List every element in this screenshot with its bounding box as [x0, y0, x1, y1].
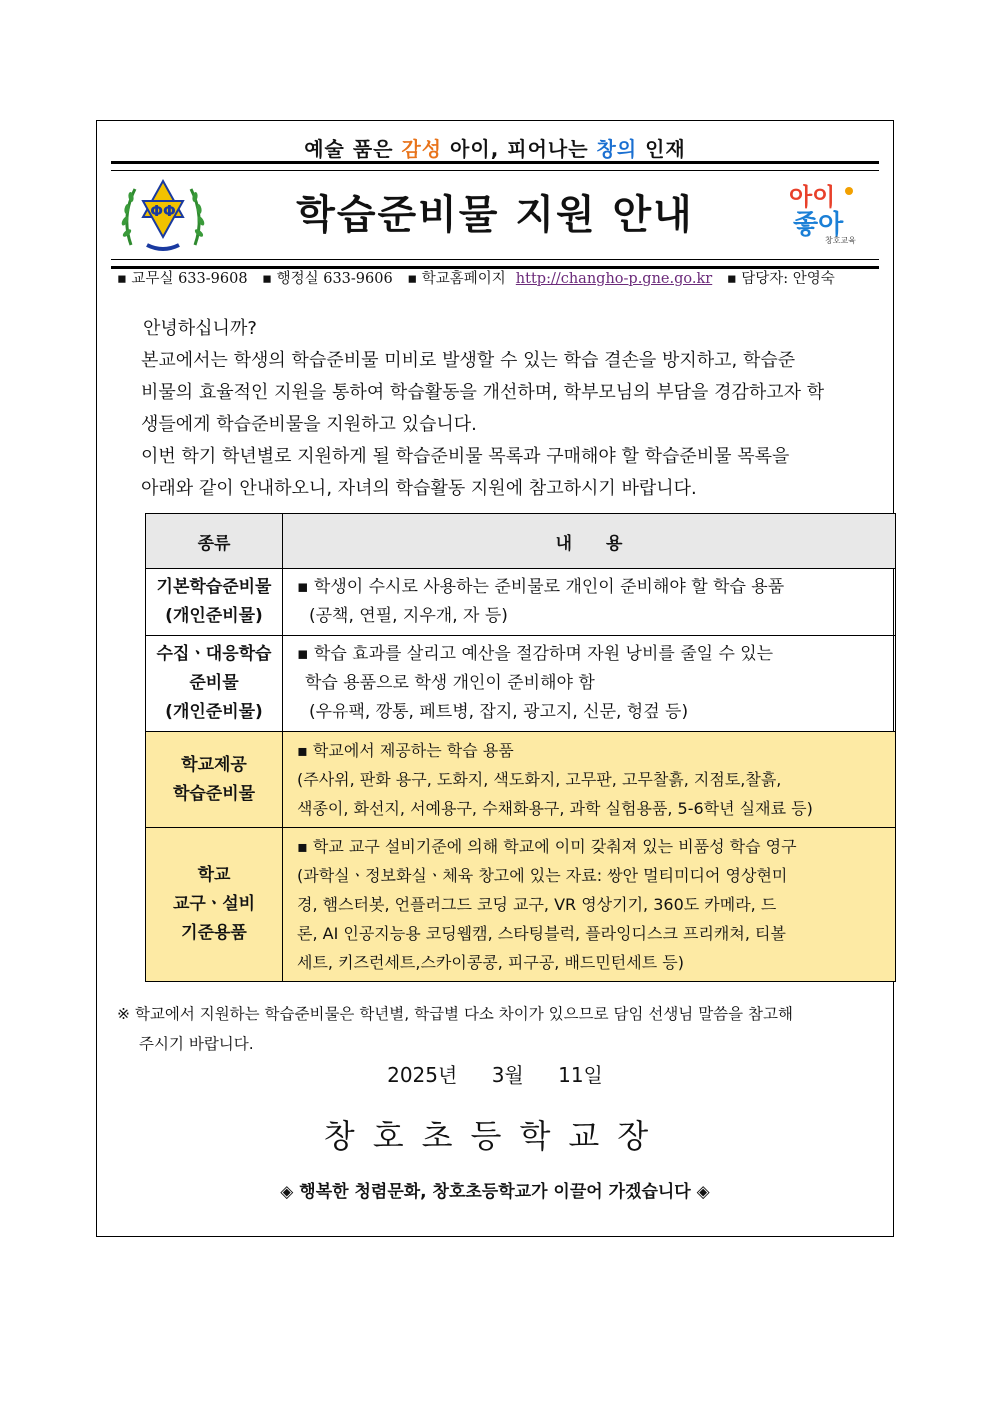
row-kind [146, 828, 283, 982]
greeting: 안녕하십니까? [143, 318, 257, 339]
kind-line: (개인준비물) [165, 606, 263, 626]
notice-line: ※ 학교에서 지원하는 학습준비물은 학년별, 학급별 다소 차이가 있으므로 담임 선생님 말씀을 참고해 [117, 1005, 793, 1023]
row-content [283, 732, 896, 828]
logo-line-2: 좋아 [793, 210, 844, 240]
content-line: ▪ 학교 교구 설비기준에 의해 학교에 이미 갖춰져 있는 비품성 학습 영구 [297, 837, 797, 856]
emblem-letters: ΦΦ [150, 202, 176, 220]
content-line: 론, AI 인공지능용 코딩웹캠, 스타팅블럭, 플라잉디스크 프리캐쳐, 티볼 [297, 924, 786, 943]
slogan-part: 예술 품은 [304, 137, 402, 161]
table-row [146, 636, 896, 732]
homepage-label: ▪ 학교홈페이지 [407, 271, 506, 287]
content-line: 색종이, 화선지, 서예용구, 수채화용구, 과학 실험용품, 5-6학년 실재료 등) [297, 799, 813, 818]
intro-text [141, 313, 861, 505]
content-line: (공책, 연필, 지우개, 자 등) [309, 606, 508, 626]
school-slogan [97, 133, 893, 162]
date-year: 2025년 [387, 1063, 458, 1087]
logo-line-1: 아이 [789, 183, 836, 211]
homepage-link[interactable]: http://changho-p.gne.go.kr [515, 271, 713, 287]
slogan-creativity: 창의 [596, 137, 638, 161]
teacher-room-phone: ▪ 교무실 633-9608 [117, 271, 248, 287]
kind-line: 준비물 [189, 673, 239, 693]
notice [117, 999, 881, 1059]
intro-line: 본교에서는 학생의 학습준비물 미비로 발생할 수 있는 학습 결손을 방지하고, 학습준 [141, 350, 796, 371]
header-kind: 종류 [146, 514, 283, 569]
header-content: 내 용 [283, 514, 896, 569]
content-line: ▪ 학교에서 제공하는 학습 용품 [297, 741, 514, 760]
intro-line: 비물의 효율적인 지원을 통하여 학습활동을 개선하며, 학부모님의 부담을 경감하고자 학 [141, 382, 825, 403]
date-day: 11일 [558, 1063, 603, 1087]
table-row [146, 732, 896, 828]
content-line: (과학실ㆍ정보화실ㆍ체육 창고에 있는 자료: 쌍안 멀티미디어 영상현미 [297, 866, 788, 885]
content-line: ▪ 학습 효과를 살리고 예산을 절감하며 자원 낭비를 줄일 수 있는 [297, 644, 774, 664]
contact-bar [117, 267, 879, 288]
slogan-part: 인재 [637, 137, 686, 161]
table-row [146, 828, 896, 982]
row-kind [146, 569, 283, 636]
content-line: 세트, 키즈런세트,스카이콩콩, 피구공, 배드민턴세트 등) [297, 953, 684, 972]
row-content [283, 636, 896, 732]
table-row [146, 569, 896, 636]
school-motto: ◈ 행복한 청렴문화, 창호초등학교가 이끌어 가겠습니다 ◈ [280, 1182, 710, 1202]
row-content [283, 828, 896, 982]
content-line: 학습 용품으로 학생 개인이 준비해야 함 [305, 673, 595, 693]
intro-line: 이번 학기 학년별로 지원하게 될 학습준비물 목록과 구매해야 할 학습준비물 목록을 [141, 446, 790, 467]
slogan-part: 아이, 피어나는 [442, 137, 597, 161]
manager-name: ▪ 담당자: 안영숙 [726, 271, 835, 287]
row-content [283, 569, 896, 636]
intro-line: 아래와 같이 안내하오니, 자녀의 학습활동 지원에 참고하시기 바랍니다. [141, 478, 697, 499]
row-kind [146, 732, 283, 828]
issue-date [97, 1059, 893, 1088]
header-rule-top [111, 161, 879, 171]
content-line: (주사위, 판화 용구, 도화지, 색도화지, 고무판, 고무찰흙, 지점토,찰흙, [297, 770, 782, 789]
intro-line: 생들에게 학습준비물을 지원하고 있습니다. [141, 414, 477, 435]
row-kind [146, 636, 283, 732]
admin-room-phone: ▪ 행정실 633-9606 [262, 271, 393, 287]
content-line: 경, 햄스터봇, 언플러그드 코딩 교구, VR 영상기기, 360도 카메라, 드 [297, 895, 777, 914]
logo-subtitle: 창호교육 [825, 236, 856, 245]
aijoa-logo-icon [785, 177, 869, 247]
table-header-row [146, 514, 896, 569]
kind-line: 학습준비물 [172, 783, 256, 804]
kind-line: 학교 [197, 865, 231, 885]
kind-line: 교구ㆍ설비 [172, 894, 256, 914]
supplies-table [145, 513, 896, 982]
date-month: 3월 [491, 1063, 524, 1087]
notice-line: 주시기 바랍니다. [139, 1035, 254, 1053]
content-line: (우유팩, 깡통, 페트병, 잡지, 광고지, 신문, 헝겊 등) [309, 702, 689, 722]
kind-line: 기본학습준비물 [156, 577, 272, 597]
content-line: ▪ 학생이 수시로 사용하는 준비물로 개인이 준비해야 할 학습 용품 [297, 577, 785, 597]
page-title: 학습준비물 지원 안내 [296, 192, 694, 238]
document-frame [96, 120, 894, 1237]
kind-line: (개인준비물) [165, 702, 263, 722]
slogan-emotion: 감성 [401, 137, 443, 161]
kind-line: 학교제공 [181, 754, 247, 775]
kind-line: 기준용품 [181, 923, 247, 943]
principal-signature: 창호초등학교장 [323, 1117, 667, 1155]
kind-line: 수집ㆍ대응학습 [156, 644, 272, 664]
